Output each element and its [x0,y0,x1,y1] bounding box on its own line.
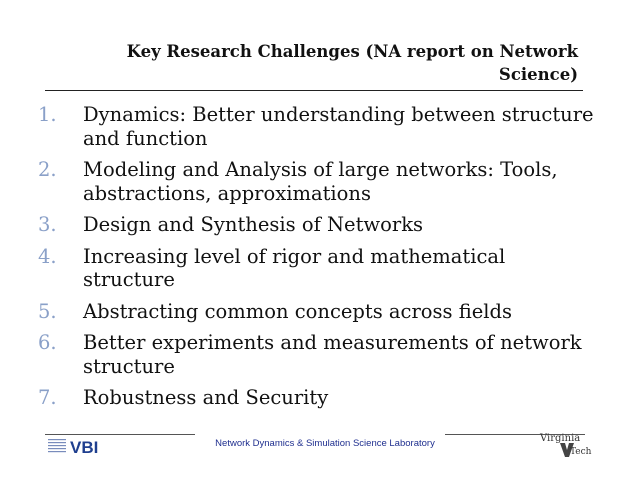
list-item [38,331,598,378]
slide-title: Key Research Challenges (NA report on Network Science) [126,42,578,84]
lab-name: Network Dynamics & Simulation Science Laboratory [215,438,435,449]
vt-logo-line1: Virginia [540,433,581,444]
list-item-number: 1. [38,103,57,126]
list-item [38,300,598,324]
list-item-number: 6. [38,331,57,354]
challenge-list [38,103,598,418]
list-item-number: 3. [38,213,57,236]
list-item-number: 2. [38,158,57,181]
list-item-number: 5. [38,299,57,323]
list-item-number: 4. [38,244,57,268]
list-item [38,245,598,292]
list-item [38,386,598,410]
list-item-text: Modeling and Analysis of large networks: Tools, abstractions, approximations [83,158,558,205]
footer-divider-left [45,434,195,435]
list-item-text: Better experiments and measurements of network structure [83,331,582,378]
list-item-text: Abstracting common concepts across fields [83,299,513,323]
list-item [38,103,598,150]
list-item-text: Design and Synthesis of Networks [83,213,424,236]
list-item [38,158,598,205]
list-item [38,213,598,237]
title-divider [45,90,583,91]
list-item-number: 7. [38,386,57,409]
list-item-text: Dynamics: Better understanding between structure and function [83,103,594,150]
vbi-logo-text: VBI [70,438,99,457]
list-item-text: Increasing level of rigor and mathematical structure [83,244,506,291]
list-item-text: Robustness and Security [83,386,329,409]
vbi-logo-icon [48,436,114,458]
virginia-tech-logo-icon [538,430,592,458]
vt-logo-line2: Tech [570,447,592,457]
